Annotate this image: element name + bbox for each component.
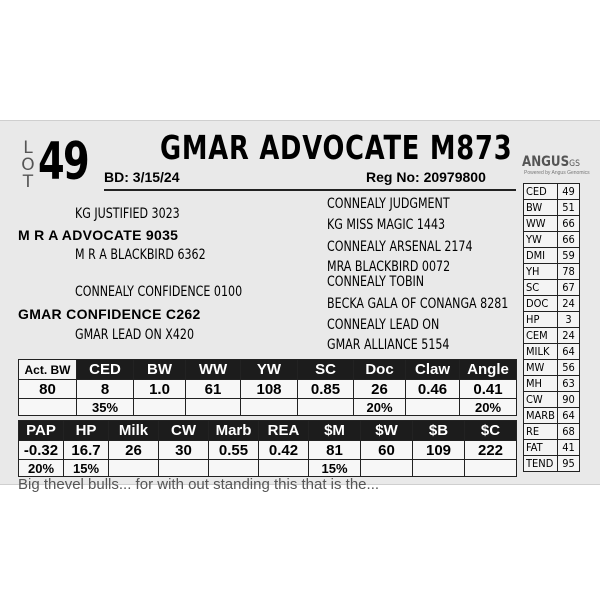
header-act-bw: Act. BW	[19, 360, 77, 380]
header-yw: YW	[241, 360, 298, 380]
dam: GMAR CONFIDENCE C262	[18, 306, 201, 322]
ancestor: CONNEALY ARSENAL 2174	[327, 239, 473, 255]
epd-row: RE 68	[524, 424, 580, 440]
epd-row: MARB 64	[524, 408, 580, 424]
epd-row: BW 51	[524, 200, 580, 216]
percent-cell: 20%	[460, 399, 517, 416]
header-w: $W	[361, 421, 413, 441]
percent-cell	[159, 460, 209, 477]
value-cell: -0.32	[19, 441, 64, 460]
epd-row: FAT 41	[524, 440, 580, 456]
percent-cell: 20%	[19, 460, 64, 477]
value-cell: 61	[186, 380, 241, 399]
percent-cell	[361, 460, 413, 477]
percent-cell: 20%	[354, 399, 406, 416]
ancestor: KG MISS MAGIC 1443	[327, 217, 446, 233]
value-cell: 222	[465, 441, 517, 460]
percent-cell	[186, 399, 241, 416]
header-marb: Marb	[209, 421, 259, 441]
dam-sire: CONNEALY CONFIDENCE 0100	[75, 284, 243, 300]
ancestor: GMAR ALLIANCE 5154	[327, 337, 450, 353]
header-m: $M	[309, 421, 361, 441]
sire: M R A ADVOCATE 9035	[18, 227, 179, 243]
value-cell: 16.7	[64, 441, 109, 460]
epd-row: WW 66	[524, 216, 580, 232]
percent-cell: 35%	[77, 399, 134, 416]
angus-logo-subtitle: Powered by Angus Genomics	[524, 170, 590, 176]
header-c: $C	[465, 421, 517, 441]
header-divider	[104, 189, 516, 191]
header-ced: CED	[77, 360, 134, 380]
header-bw: BW	[134, 360, 186, 380]
header-b: $B	[413, 421, 465, 441]
value-cell: 26	[354, 380, 406, 399]
epd-row: DOC 24	[524, 296, 580, 312]
header-sc: SC	[298, 360, 354, 380]
epd-row: MW 56	[524, 360, 580, 376]
value-cell: 1.0	[134, 380, 186, 399]
header-angle: Angle	[460, 360, 517, 380]
percent-cell	[259, 460, 309, 477]
value-cell: 108	[241, 380, 298, 399]
epd-row: DMI 59	[524, 248, 580, 264]
value-cell: 0.41	[460, 380, 517, 399]
sire-sire: KG JUSTIFIED 3023	[75, 206, 180, 222]
percent-cell	[406, 399, 460, 416]
value-cell: 8	[77, 380, 134, 399]
birth-date: BD: 3/15/24	[104, 169, 180, 185]
epd-row: MH 63	[524, 376, 580, 392]
epd-table-production	[18, 359, 517, 416]
header-cw: CW	[159, 421, 209, 441]
ancestor: CONNEALY JUDGMENT	[327, 196, 450, 212]
epd-row: SC 67	[524, 280, 580, 296]
epd-table-carcass	[18, 420, 517, 477]
value-cell: 109	[413, 441, 465, 460]
value-cell: 80	[19, 380, 77, 399]
epd-row: TEND 95	[524, 456, 580, 472]
registration-number: Reg No: 20979800	[366, 169, 486, 185]
epd-row: CW 90	[524, 392, 580, 408]
percent-cell	[465, 460, 517, 477]
value-cell: 0.46	[406, 380, 460, 399]
percent-cell	[109, 460, 159, 477]
epd-row: CED 49	[524, 184, 580, 200]
header-milk: Milk	[109, 421, 159, 441]
epd-percentile-table	[523, 183, 580, 472]
ancestor: CONNEALY TOBIN	[327, 274, 425, 290]
percent-cell	[19, 399, 77, 416]
epd-row: HP 3	[524, 312, 580, 328]
percent-cell	[413, 460, 465, 477]
header-rea: REA	[259, 421, 309, 441]
value-cell: 26	[109, 441, 159, 460]
value-cell: 0.55	[209, 441, 259, 460]
value-cell: 0.85	[298, 380, 354, 399]
animal-name: GMAR ADVOCATE M873	[160, 128, 513, 167]
value-cell: 0.42	[259, 441, 309, 460]
value-cell: 81	[309, 441, 361, 460]
cut-off-description: Big thevel bulls... for with out standing this that is the...	[18, 476, 380, 493]
percent-cell: 15%	[309, 460, 361, 477]
ancestor: MRA BLACKBIRD 0072	[327, 259, 451, 275]
header-pap: PAP	[19, 421, 64, 441]
percent-cell	[209, 460, 259, 477]
ancestor: BECKA GALA OF CONANGA 8281	[327, 296, 509, 312]
percent-cell	[241, 399, 298, 416]
percent-cell	[134, 399, 186, 416]
header-hp: HP	[64, 421, 109, 441]
epd-row: CEM 24	[524, 328, 580, 344]
epd-row: YW 66	[524, 232, 580, 248]
percent-cell: 15%	[64, 460, 109, 477]
header-doc: Doc	[354, 360, 406, 380]
ancestor: CONNEALY LEAD ON	[327, 317, 440, 333]
value-cell: 60	[361, 441, 413, 460]
angus-logo: ANGUSGS	[522, 154, 580, 170]
lot-number: 49	[38, 132, 89, 192]
epd-row: YH 78	[524, 264, 580, 280]
percent-cell	[298, 399, 354, 416]
sire-dam: M R A BLACKBIRD 6362	[75, 247, 206, 263]
epd-row: MILK 64	[524, 344, 580, 360]
header-ww: WW	[186, 360, 241, 380]
lot-label: L O T	[21, 138, 35, 192]
value-cell: 30	[159, 441, 209, 460]
header-claw: Claw	[406, 360, 460, 380]
dam-dam: GMAR LEAD ON X420	[75, 327, 195, 343]
